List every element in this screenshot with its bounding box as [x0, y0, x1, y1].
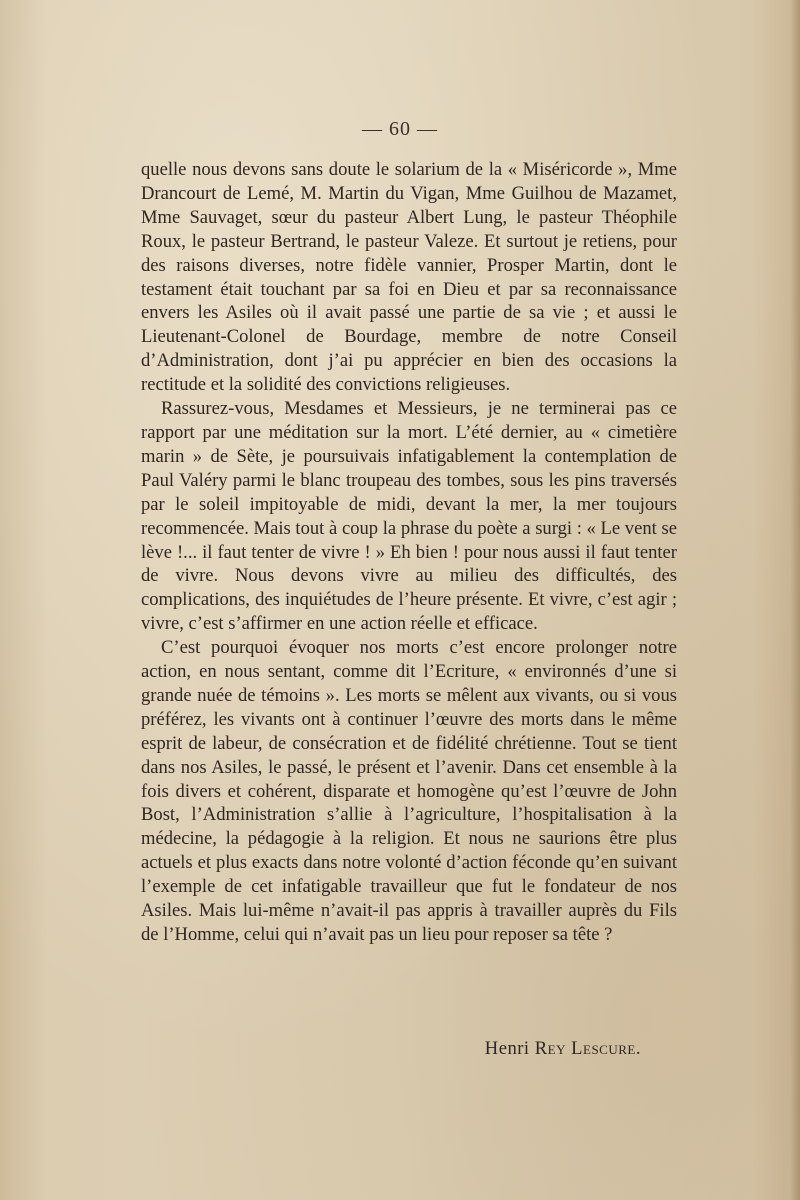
signature-last-name: Rey Lescure. — [534, 1038, 641, 1059]
signature — [0, 1038, 641, 1060]
page-number: — 60 — — [362, 118, 438, 140]
signature-first-name: Henri — [484, 1038, 530, 1059]
paragraph-2: Rassurez-vous, Mesdames et Messieurs, je ne terminerai pas ce rapport par une méditation sur la mort. L’été dernier, au « cimetière marin » de Sète, je poursuivais infatigablement la contemplation de Paul Valéry parmi le blanc troupeau des tombes, sous les pins traversés par le soleil impitoyable de midi, devant la mer, la mer toujours recommencée. Mais tout à coup la phrase du poète a surgi : « Le vent se lève !... il faut tenter de vivre ! » Eh bien ! pour nous aussi il faut tenter de vivre. Nous devons vivre au milieu des difficultés, des complications, des inquiétudes de l’heure présente. Et vivre, c’est agir ; vivre, c’est s’affirmer en une action réelle et efficace. — [141, 398, 677, 635]
paragraph-3: C’est pourquoi évoquer nos morts c’est encore prolonger notre action, en nous sentant, comme dit l’Ecriture, « environnés d’une si grande nuée de témoins ». Les morts se mêlent aux vivants, ou si vous préférez, les vivants ont à continuer l’œuvre des morts dans le même esprit de labeur, de consécration et de fidélité chrétienne. Tout se tient dans nos Asiles, le passé, le présent et l’avenir. Dans cet ensemble à la fois divers et cohérent, disparate et homogène qu’est l’œuvre de John Bost, l’Administration s’allie à l’agriculture, l’hospitalisation à la médecine, la pédagogie à la religion. Et nous ne saurions être plus actuels et plus exacts dans notre volonté d’action féconde qu’en suivant l’exemple de cet infatigable travailleur que fut le fondateur de nos Asiles. Mais lui-même n’avait-il pas appris à travailler auprès du Fils de l’Homme, celui qui n’avait pas un lieu pour reposer sa tête ? — [141, 637, 677, 945]
paragraph-1: quelle nous devons sans doute le solarium de la « Miséricorde », Mme Drancourt de Lemé, M. Martin du Vigan, Mme Guilhou de Mazamet, Mme Sauvaget, sœur du pasteur Albert Lung, le pasteur Théophile Roux, le pasteur Bertrand, le pasteur Valeze. Et surtout je retiens, pour des raisons diverses, notre fidèle vannier, Prosper Martin, dont le testament était touchant par sa foi en Dieu et par sa reconnaissance envers les Asiles où il avait passé une partie de sa vie ; et aussi le Lieutenant-Colonel de Bourdage, membre de notre Conseil d’Administration, dont j’ai pu apprécier en bien des occasions la rectitude et la solidité des convictions religieuses. — [141, 159, 677, 396]
page-edge-shadow — [790, 0, 800, 1200]
body-text — [141, 158, 677, 947]
